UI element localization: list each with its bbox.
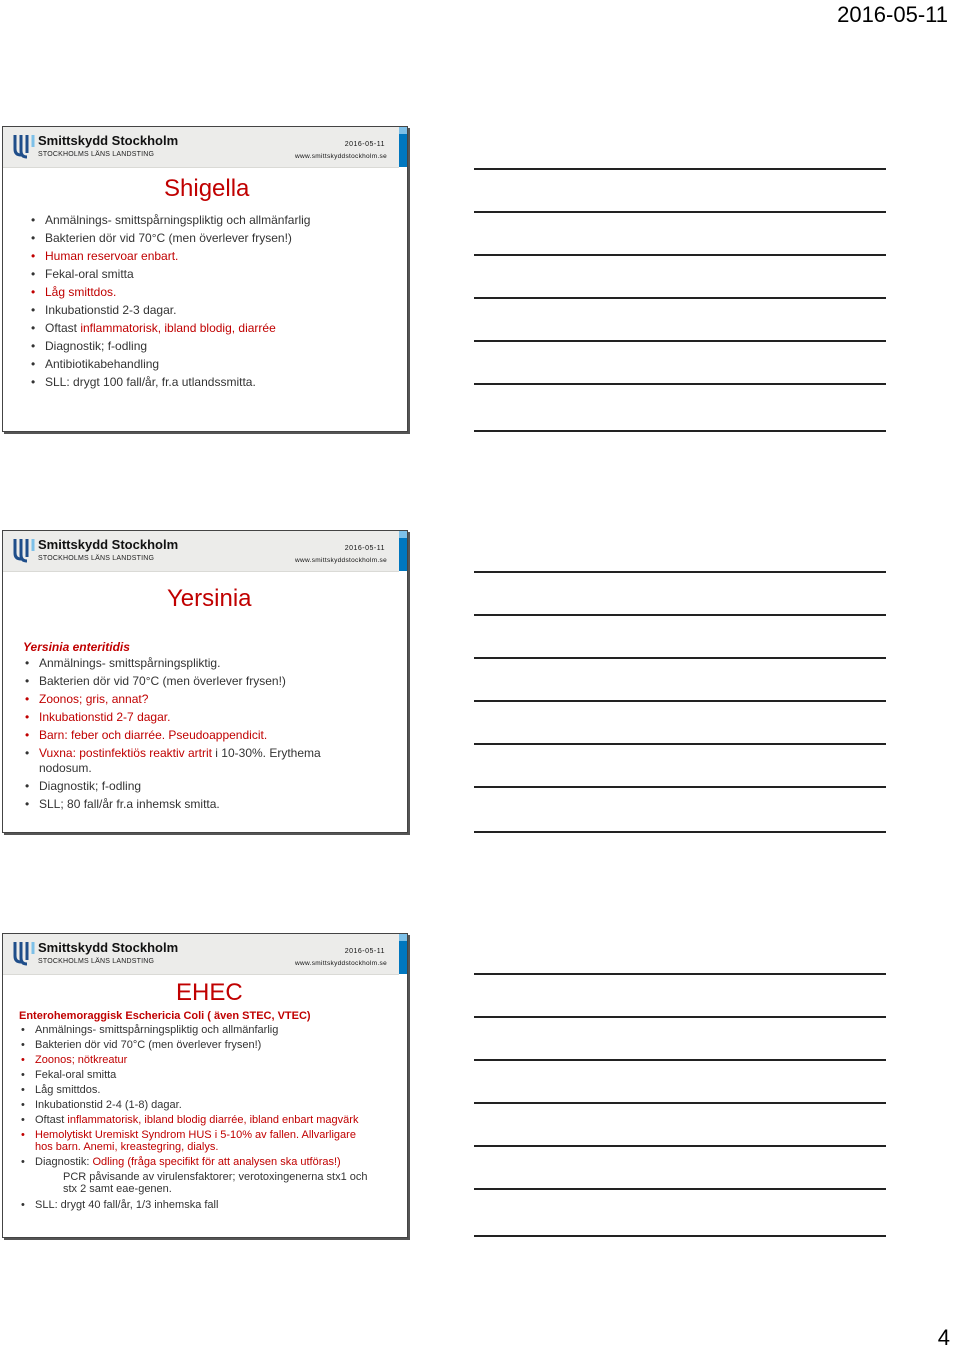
list-item: • Bakterien dör vid 70°C (men överlever frysen!) [21,1039,368,1054]
list-item-continuation: hos barn. Anemi, kreastegring, dialys. [35,1141,219,1153]
slide-yersinia [2,530,408,833]
slide-title: EHEC [176,979,243,1006]
list-item [21,1156,368,1171]
list-item: • Diagnostik; f-odling [31,339,310,357]
list-item: • SLL; 80 fall/år fr.a inhemsk smitta. [25,797,321,815]
list-item: • Zoonos; gris, annat? [25,692,321,710]
list-item: • Låg smittdos. [21,1084,368,1099]
accent-bar [399,934,407,974]
logo-subtitle: STOCKHOLMS LÄNS LANDSTING [38,958,155,965]
list-item-highlight: Odling (fråga specifikt för att analysen ska utföras!) [92,1156,341,1168]
list-item: • Zoonos; nötkreatur [21,1054,368,1069]
list-item-prefix: Diagnostik: [35,1156,93,1168]
list-item-prefix: Oftast [45,321,81,335]
list-item: • Antibiotikabehandling [31,357,310,375]
list-item [25,746,321,761]
list-item: PCR påvisande av virulensfaktorer; verotoxingenerna stx1 och [63,1171,368,1183]
smittskydd-logo-icon [13,539,35,563]
list-item: • Bakterien dör vid 70°C (men överlever frysen!) [25,674,321,692]
slide-url: www.smittskyddstockholm.se [295,960,387,967]
slide-header [3,934,399,975]
list-item-highlight: inflammatorisk, ibland blodig, diarrée [80,321,276,335]
slide-url: www.smittskyddstockholm.se [295,153,387,160]
list-item-highlight: Vuxna: postinfektiös reaktiv artrit [39,746,212,760]
slide-header [3,127,399,168]
logo-subtitle: STOCKHOLMS LÄNS LANDSTING [38,555,155,562]
logo-subtitle: STOCKHOLMS LÄNS LANDSTING [38,151,155,158]
list-item: • SLL: drygt 100 fall/år, fr.a utlandssmitta. [31,375,310,393]
slide-shigella [2,126,408,432]
list-item: • Anmälnings- smittspårningspliktig. [25,656,321,674]
list-item [21,1114,368,1129]
smittskydd-logo-icon [13,135,35,159]
list-item: • Human reservoar enbart. [31,249,310,267]
logo-name: Smittskydd Stockholm [38,940,179,955]
logo-name: Smittskydd Stockholm [38,537,179,552]
smittskydd-logo-icon [13,942,35,966]
list-item: • Inkubationstid 2-3 dagar. [31,303,310,321]
logo [13,940,179,970]
slide-url: www.smittskyddstockholm.se [295,557,387,564]
list-item: • Diagnostik; f-odling [25,779,321,797]
bullet-list [25,656,321,815]
list-item-continuation: stx 2 samt eae-genen. [63,1183,172,1195]
accent-bar [399,531,407,571]
list-item: • SLL: drygt 40 fall/år, 1/3 inhemska fall [21,1199,368,1214]
slide-date: 2016-05-11 [344,545,385,552]
list-item: • Fekal-oral smitta [21,1069,368,1084]
list-item-continuation: nodosum. [39,761,92,775]
bullet-list [31,213,310,393]
list-item-highlight: inflammatorisk, ibland blodig diarrée, ibland enbart magvärk [67,1114,359,1126]
list-item: • Anmälnings- smittspårningspliktig och allmänfarlig [21,1024,368,1039]
accent-bar [399,127,407,167]
list-item: • Hemolytiskt Uremiskt Syndrom HUS i 5-10% av fallen. Allvarligare [21,1129,368,1141]
list-item: • Barn: feber och diarrée. Pseudoappendicit. [25,728,321,746]
slide-title: Yersinia [167,585,252,612]
list-item: • Fekal-oral smitta [31,267,310,285]
page-number: 4 [937,1325,950,1350]
logo [13,133,179,163]
list-item [31,321,310,339]
slide-title: Shigella [164,175,250,202]
list-item: • Låg smittdos. [31,285,310,303]
slide-subtitle: Enterohemoraggisk Eschericia Coli ( även STEC, VTEC) [19,1010,311,1022]
list-item: • Inkubationstid 2-4 (1-8) dagar. [21,1099,368,1114]
list-item: • Inkubationstid 2-7 dagar. [25,710,321,728]
bullet-list [21,1024,368,1214]
slide-header [3,531,399,572]
slide-subtitle: Yersinia enteritidis [23,640,130,654]
list-item: • Bakterien dör vid 70°C (men överlever frysen!) [31,231,310,249]
list-item-prefix: Oftast [35,1114,68,1126]
slide-date: 2016-05-11 [344,141,385,148]
page-date: 2016-05-11 [837,2,948,27]
slide-ehec [2,933,408,1238]
list-item-suffix: i 10-30%. Erythema [211,746,321,760]
logo [13,537,179,567]
logo-name: Smittskydd Stockholm [38,133,179,148]
slide-date: 2016-05-11 [344,948,385,955]
list-item: • Anmälnings- smittspårningspliktig och allmänfarlig [31,213,310,231]
